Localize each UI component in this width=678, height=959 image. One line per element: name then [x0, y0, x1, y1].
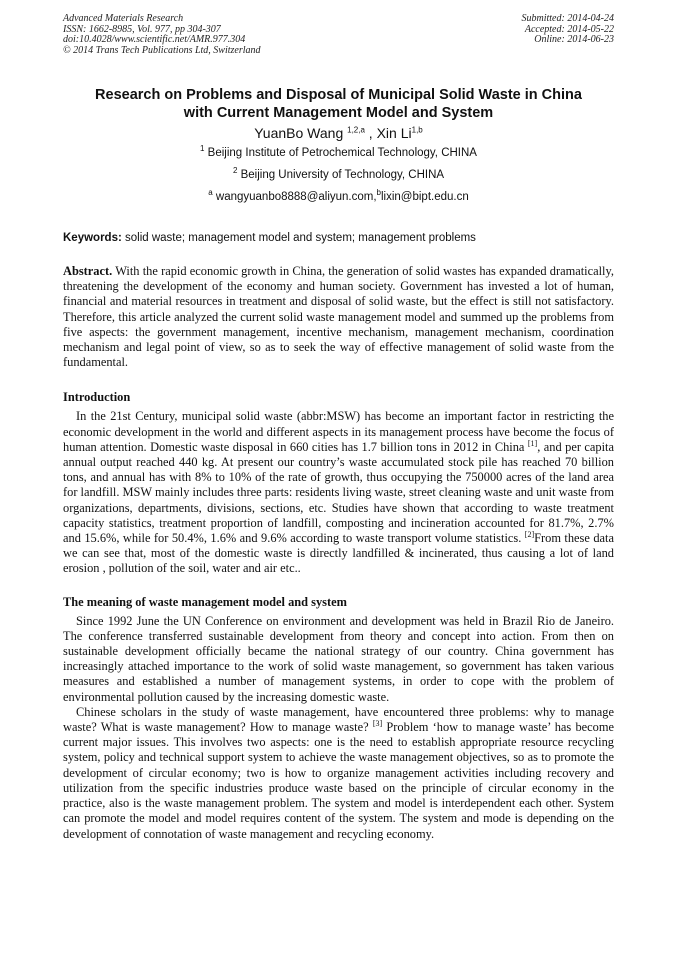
intro-text-c: From these data we can see that, most of the domestic waste is directly landfilled & incinerated, thus causing a lot of land erosion , pollution of the soil, water and air etc.. — [63, 531, 614, 576]
intro-text-a: In the 21st Century, municipal solid waste (abbr:MSW) has become an important factor in restricting the economic development in the world and different aspects in its management process have become the focus of human attention. Domestic waste disposal in 660 cities has 1.7 billion tons in 2012 in China — [63, 409, 614, 454]
author-2-affil-sup: 1,b — [411, 125, 423, 135]
abstract-paragraph — [63, 264, 614, 370]
keywords-label: Keywords: — [63, 232, 122, 244]
title-line-2: with Current Management Model and System — [183, 105, 494, 121]
abstract-label: Abstract. — [63, 264, 113, 278]
meaning-text-a: Chinese scholars in the study of waste management, have encountered three problems: why to manage waste? What is waste management? How to manage waste? — [63, 704, 614, 735]
email-b-sup: b — [376, 188, 381, 198]
citation-2[interactable]: [2] — [524, 529, 535, 539]
journal-info — [63, 14, 261, 56]
affil-2-text: Beijing University of Technology, CHINA — [237, 169, 445, 181]
journal-name: Advanced Materials Research — [63, 13, 184, 24]
affil-1-text: Beijing Institute of Petrochemical Technology, CHINA — [204, 147, 477, 159]
author-2-name: , Xin Li — [364, 125, 412, 141]
affil-1-sup: 1 — [200, 144, 205, 154]
accepted-date: Accepted: 2014-05-22 — [524, 23, 614, 35]
journal-doi[interactable]: doi:10.4028/www.scientific.net/AMR.977.304 — [63, 34, 246, 45]
author-emails — [63, 186, 614, 208]
abstract — [63, 264, 614, 370]
journal-header — [63, 14, 614, 56]
email-b[interactable]: lixin@bipt.edu.cn — [381, 191, 469, 203]
abstract-text: With the rapid economic growth in China, the generation of solid wastes has expanded dramatically, threatening the development of the economy and human society. Government has invested a lot of human, financial and material resources in treatment and disposal of solid waste, but the effect is still not satisfactory. Therefore, this article analyzed the current solid waste management model and summed up the problems from five aspects: the government management, incentive mechanism, management mechanism, coordination mechanism and legal point of view, so as to seek the way of effective management of solid waste from the fundamental. — [63, 264, 614, 370]
paper-title — [63, 86, 614, 122]
citation-3[interactable]: [3] — [372, 718, 383, 728]
affiliation-1 — [63, 142, 614, 164]
section-heading-introduction: Introduction — [63, 390, 131, 405]
section-introduction — [63, 390, 614, 576]
affil-2-sup: 2 — [232, 166, 238, 176]
intro-paragraph — [63, 409, 614, 576]
citation-1[interactable]: [1] — [527, 438, 538, 448]
journal-copyright: © 2014 Trans Tech Publications Ltd, Switzerland — [63, 44, 261, 56]
author-line — [63, 124, 614, 142]
intro-text-b: , and per capita annual output reached 440 kg. At present our country’s waste accumulated stock pile has reached 70 billion tons, and annual has with 8% to 10% of the rate of growth, thus occupying the 750000 acres of the land area for landfill. MSW mainly includes three parts: residents living waste, street cleaning waste and unit waste from organizations, departments, divisions, sections, etc. Studies have shown that according to waste treatment capacity statistics, treatment proportion of landfill, composting and incineration accounted for 81.7%, 2.7% and 15.6%, while for 50.4%, 1.6% and 9.6% according to waste transport volume statistics. — [63, 439, 615, 546]
section-meaning — [63, 595, 614, 842]
author-1-name: YuanBo Wang — [254, 125, 348, 141]
affiliation-2 — [63, 164, 614, 186]
title-line-1: Research on Problems and Disposal of Municipal Solid Waste in China — [95, 87, 582, 103]
keywords — [63, 232, 614, 244]
meaning-paragraph-2 — [63, 705, 614, 842]
meaning-text-b: Problem ‘how to manage waste’ has become current major issues. This involves two aspects: one is the need to establish appropriate resource recycling system, policy and technical support system to achieve the waste management objectives, so as to promote the development of circular economy; two is how to organize management activities including recovery and utilization from the specific industries produce waste based on the principle of circular economy in the practice, also is the waste management problem. The system and model is interdependent each other. System can promote the model and model requires content of the system. The system and mode is depending on the development of connotation of waste management and recycling economy. — [63, 720, 614, 841]
meaning-paragraph-1: Since 1992 June the UN Conference on environment and development was held in Brazil Rio de Janeiro. The conference transferred sustainable development from theory and concept into action. From then on sustainable development officially became the national strategy of our country. China government has increasingly attached importance to the work of solid waste management, so government has taken various measures and established a number of management systems, in order to cope with the problem of environmental pollution caused by the increasing domestic waste. — [63, 613, 614, 704]
submitted-date: Submitted: 2014-04-24 — [521, 13, 614, 24]
journal-issn: ISSN: 1662-8985, Vol. 977, pp 304-307 — [63, 23, 221, 35]
paper-page — [63, 14, 614, 842]
email-a[interactable]: wangyuanbo8888@aliyun.com, — [212, 191, 377, 203]
section-heading-meaning: The meaning of waste management model and system — [63, 594, 347, 609]
journal-dates — [522, 14, 615, 56]
online-date: Online: 2014-06-23 — [534, 34, 614, 45]
author-1-affil-sup: 1,2,a — [347, 125, 365, 135]
keywords-text: solid waste; management model and system; management problems — [121, 232, 476, 244]
email-a-sup: a — [208, 188, 213, 198]
